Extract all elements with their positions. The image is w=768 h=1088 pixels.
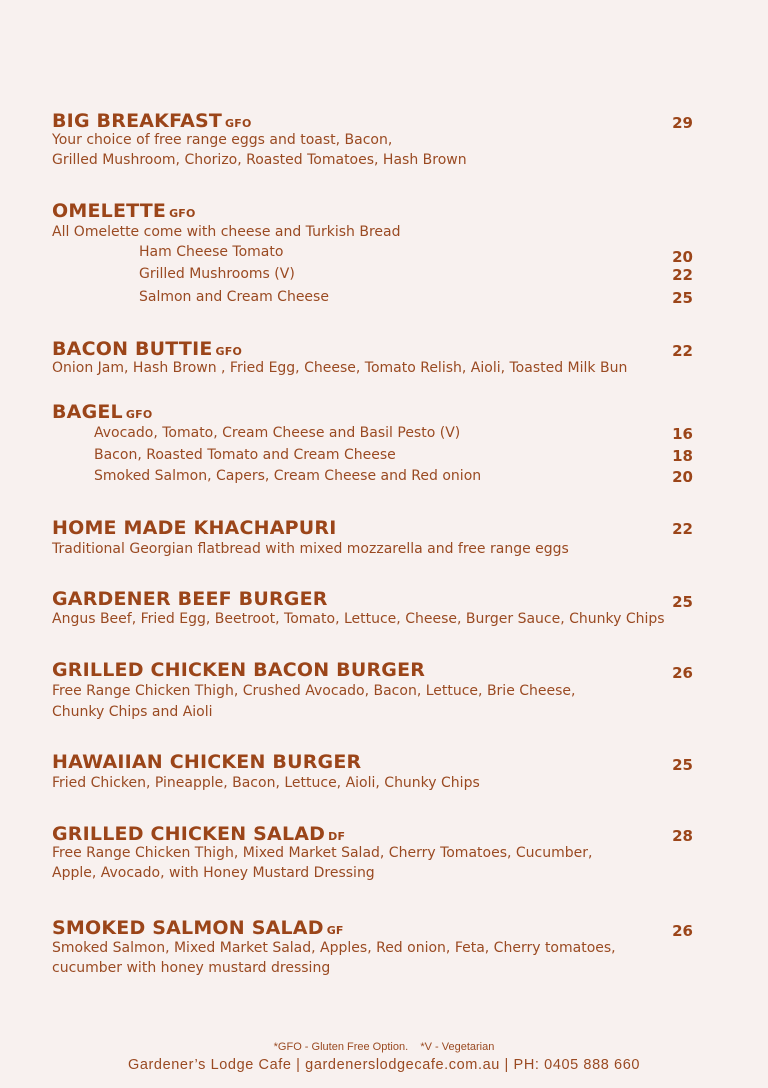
item-title-big-breakfast: BIG BREAKFAST GFO	[52, 110, 252, 132]
item-description: Traditional Georgian flatbread with mixed mozzarella and free range eggs	[52, 541, 569, 557]
item-price: 29	[672, 114, 693, 132]
item-title-khachapuri: HOME MADE KHACHAPURI	[52, 517, 337, 539]
item-title-omelette: OMELETTE GFO	[52, 200, 196, 222]
item-description: Chunky Chips and Aioli	[52, 704, 213, 720]
gfo-tag: GFO	[215, 345, 243, 358]
df-tag: DF	[328, 830, 346, 843]
item-price: 22	[672, 342, 693, 360]
gf-tag: GF	[326, 924, 344, 937]
item-title-chicken-salad: GRILLED CHICKEN SALAD DF	[52, 823, 346, 845]
option-label: Ham Cheese Tomato	[139, 244, 284, 260]
option-price: 22	[672, 266, 693, 284]
item-description: Your choice of free range eggs and toast, Bacon,	[52, 132, 393, 148]
item-description: cucumber with honey mustard dressing	[52, 960, 331, 976]
item-title-bagel: BAGEL GFO	[52, 401, 153, 423]
item-description: Free Range Chicken Thigh, Crushed Avocado, Bacon, Lettuce, Brie Cheese,	[52, 683, 576, 699]
option-price: 16	[672, 425, 693, 443]
option-label: Bacon, Roasted Tomato and Cream Cheese	[94, 447, 396, 463]
item-title-salmon-salad: SMOKED SALMON SALAD GF	[52, 917, 344, 939]
item-title-bacon-buttie: BACON BUTTIE GFO	[52, 338, 243, 360]
option-label: Grilled Mushrooms (V)	[139, 266, 295, 282]
item-description: Angus Beef, Fried Egg, Beetroot, Tomato, Lettuce, Cheese, Burger Sauce, Chunky Chips	[52, 611, 665, 627]
item-title-beef-burger: GARDENER BEEF BURGER	[52, 588, 328, 610]
gfo-tag: GFO	[225, 117, 252, 130]
item-price: 25	[672, 756, 693, 774]
option-price: 18	[672, 447, 693, 465]
option-label: Salmon and Cream Cheese	[139, 289, 329, 305]
item-description: Fried Chicken, Pineapple, Bacon, Lettuce, Aioli, Chunky Chips	[52, 775, 480, 791]
item-price: 22	[672, 520, 693, 538]
item-description: Grilled Mushroom, Chorizo, Roasted Tomatoes, Hash Brown	[52, 152, 467, 168]
option-label: Smoked Salmon, Capers, Cream Cheese and Red onion	[94, 468, 482, 484]
option-label: Avocado, Tomato, Cream Cheese and Basil Pesto (V)	[94, 425, 461, 441]
item-description: All Omelette come with cheese and Turkish Bread	[52, 224, 401, 240]
item-price: 28	[672, 827, 693, 845]
gfo-tag: GFO	[169, 207, 196, 220]
item-title-chicken-bacon-burger: GRILLED CHICKEN BACON BURGER	[52, 659, 426, 681]
gfo-tag: GFO	[125, 408, 153, 421]
item-description: Apple, Avocado, with Honey Mustard Dressing	[52, 865, 375, 881]
item-description: Onion Jam, Hash Brown , Fried Egg, Cheese, Tomato Relish, Aioli, Toasted Milk Bun	[52, 360, 628, 376]
item-title-hawaiian-burger: HAWAIIAN CHICKEN BURGER	[52, 751, 362, 773]
item-description: Free Range Chicken Thigh, Mixed Market Salad, Cherry Tomatoes, Cucumber,	[52, 845, 593, 861]
option-price: 20	[672, 468, 693, 486]
item-price: 26	[672, 664, 693, 682]
item-price: 26	[672, 922, 693, 940]
item-description: Smoked Salmon, Mixed Market Salad, Apples, Red onion, Feta, Cherry tomatoes,	[52, 940, 616, 956]
option-price: 20	[672, 248, 693, 266]
item-price: 25	[672, 593, 693, 611]
cafe-contact-footer: Gardener’s Lodge Cafe | gardenerslodgecafe.com.au | PH: 0405 888 660	[127, 1057, 641, 1073]
option-price: 25	[672, 289, 693, 307]
dietary-footnote: *GFO - Gluten Free Option. *V - Vegetarian	[273, 1041, 495, 1053]
